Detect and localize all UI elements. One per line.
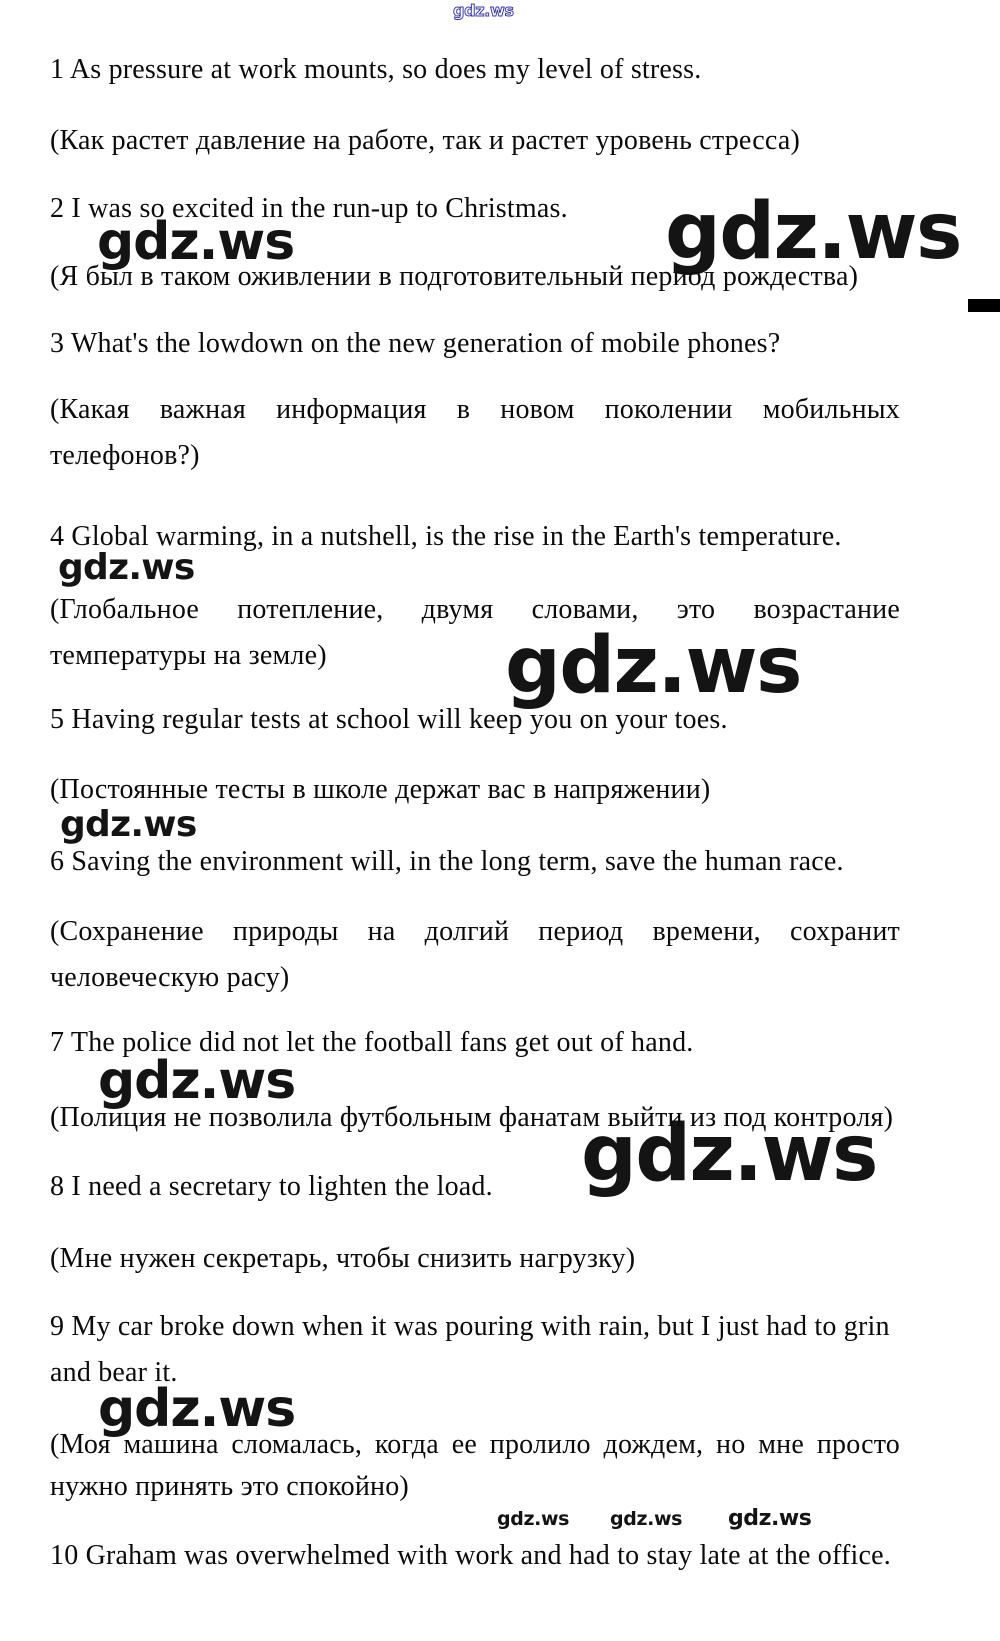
- watermark-4: gdz.ws: [58, 547, 195, 588]
- watermark-2: gdz.ws: [97, 212, 295, 272]
- sentence-4-russian-line-1: (Глобальное потепление, двумя словами, это возрастание: [50, 594, 900, 625]
- watermark-5: gdz.ws: [505, 621, 801, 711]
- sentence-2-english: 2 I was so excited in the run-up to Christmas.: [50, 193, 568, 224]
- watermark-8: gdz.ws: [581, 1109, 877, 1199]
- watermark-6: gdz.ws: [60, 804, 197, 845]
- sentence-8-russian: (Мне нужен секретарь, чтобы снизить нагрузку): [50, 1243, 636, 1274]
- sentence-2-russian: (Я был в таком оживлении в подготовительный период рождества): [50, 261, 859, 292]
- sentence-3-russian-line-2: телефонов?): [50, 440, 200, 471]
- sentence-3-russian-line-1: (Какая важная информация в новом поколении мобильных: [50, 394, 900, 425]
- watermark-3: gdz.ws: [665, 187, 961, 277]
- sentence-6-russian-line-1: (Сохранение природы на долгий период времени, сохранит: [50, 916, 900, 947]
- sentence-9-english-line-2: and bear it.: [50, 1357, 178, 1388]
- sentence-4-english: 4 Global warming, in a nutshell, is the rise in the Earth's temperature.: [50, 521, 842, 552]
- sentence-8-english: 8 I need a secretary to lighten the load.: [50, 1171, 493, 1202]
- sentence-9-english-line-1: 9 My car broke down when it was pouring with rain, but I just had to grin: [50, 1311, 890, 1342]
- watermark-7: gdz.ws: [98, 1051, 296, 1111]
- watermark-10: gdz.ws: [497, 1508, 570, 1530]
- sentence-9-russian-line-1: (Моя машина сломалась, когда ее пролило дождем, но мне просто: [50, 1429, 900, 1460]
- sentence-5-russian: (Постоянные тесты в школе держат вас в напряжении): [50, 774, 711, 805]
- scan-artifact: [968, 299, 1000, 312]
- sentence-10-english: 10 Graham was overwhelmed with work and had to stay late at the office.: [50, 1540, 891, 1571]
- sentence-9-russian-line-2: нужно принять это спокойно): [50, 1471, 409, 1502]
- sentence-6-russian-line-2: человеческую расу): [50, 962, 290, 993]
- sentence-4-russian-line-2: температуры на земле): [50, 640, 327, 671]
- watermark-9: gdz.ws: [98, 1379, 296, 1439]
- sentence-7-english: 7 The police did not let the football fans get out of hand.: [50, 1027, 694, 1058]
- watermark-top-blue: gdz.ws: [453, 1, 514, 20]
- watermark-11: gdz.ws: [610, 1508, 683, 1530]
- sentence-1-english: 1 As pressure at work mounts, so does my level of stress.: [50, 54, 702, 85]
- sentence-5-english: 5 Having regular tests at school will keep you on your toes.: [50, 704, 728, 735]
- sentence-1-russian: (Как растет давление на работе, так и растет уровень стресса): [50, 125, 800, 156]
- sentence-7-russian: (Полиция не позволила футбольным фанатам выйти из под контроля): [50, 1102, 894, 1133]
- sentence-6-english: 6 Saving the environment will, in the long term, save the human race.: [50, 846, 844, 877]
- sentence-3-english: 3 What's the lowdown on the new generation of mobile phones?: [50, 328, 781, 359]
- watermark-12: gdz.ws: [728, 1506, 812, 1531]
